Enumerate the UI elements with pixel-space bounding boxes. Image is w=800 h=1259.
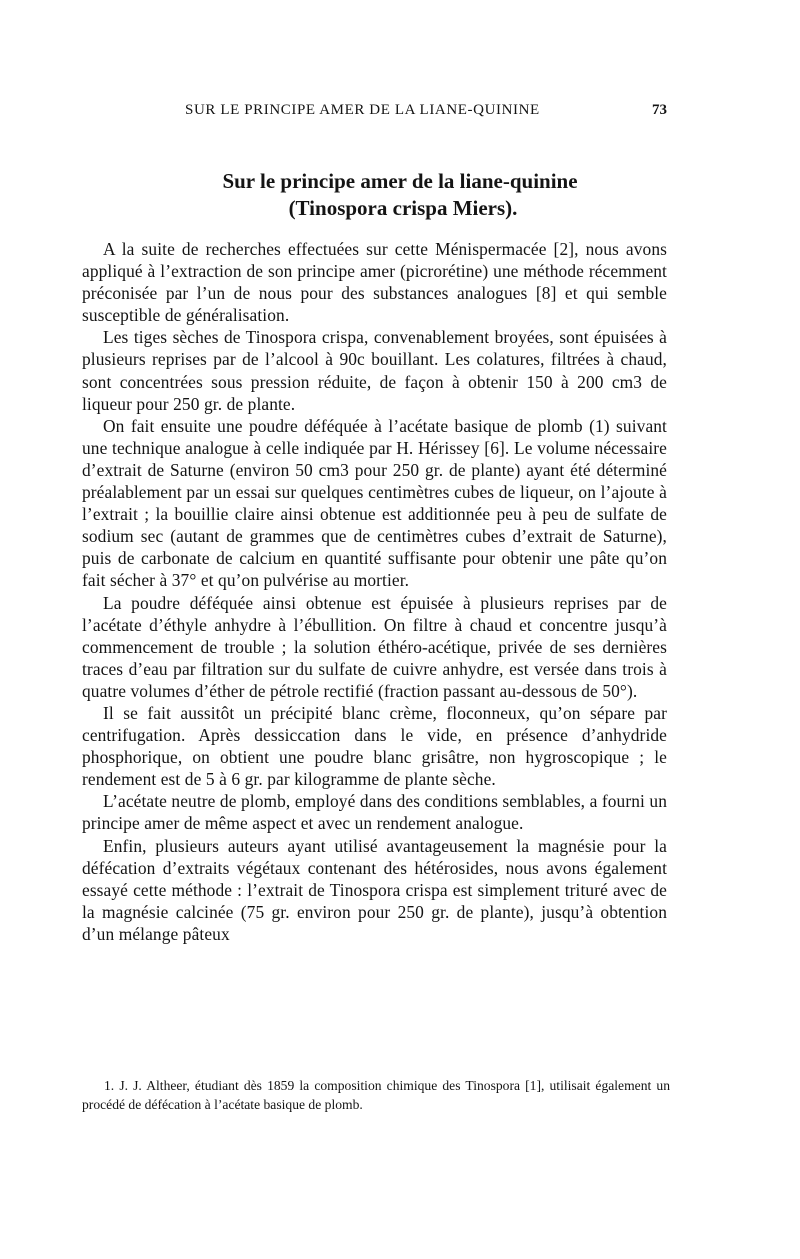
paragraph: Les tiges sèches de Tinospora crispa, convenablement broyées, sont épuisées à plusieurs reprises par de l’alcool à 90c bouillant. Les colatures, filtrées à chaud, sont concentrées sous pression réduite, de façon à obtenir 150 à 200 cm3 de liqueur pour 250 gr. de plante.: [82, 327, 667, 414]
title-line-2: (Tinospora crispa Miers).: [288, 196, 518, 220]
page-number: 73: [652, 102, 667, 118]
paragraph: On fait ensuite une poudre déféquée à l’acétate basique de plomb (1) suivant une technique analogue à celle indiquée par H. Hérissey [6]. Le volume nécessaire d’extrait de Saturne (environ 50 cm3 pour 250 gr. de plante) ayant été déterminé préalablement par un essai sur quelques centimètres cubes de liqueur, on l’ajoute à l’extrait ; la bouillie claire ainsi obtenue est additionnée peu à peu de sulfate de sodium sec (autant de grammes que de centimètres cubes d’extrait de Saturne), puis de carbonate de calcium en quantité suffisante pour obtenir une pâte qu’on fait sécher à 37° et qu’on pulvérise au mortier.: [82, 415, 667, 591]
article-title: [0, 168, 800, 222]
running-title: SUR LE PRINCIPE AMER DE LA LIANE-QUININE: [185, 102, 540, 118]
paragraph: Enfin, plusieurs auteurs ayant utilisé avantageusement la magnésie pour la défécation d’extraits végétaux contenant des hétérosides, nous avons également essayé cette méthode : l’extrait de Tinospora crispa est simplement trituré avec de la magnésie calcinée (75 gr. environ pour 250 gr. de plante), jusqu’à obtention d’un mélange pâteux: [82, 835, 667, 944]
footnote: [82, 1076, 670, 1114]
footnote-text: 1. J. J. Altheer, étudiant dès 1859 la composition chimique des Tinospora [1], utilisait également un procédé de défécation à l’acétate basique de plomb.: [82, 1078, 670, 1112]
body-text: [82, 238, 667, 945]
paragraph: L’acétate neutre de plomb, employé dans des conditions semblables, a fourni un principe amer de même aspect et avec un rendement analogue.: [82, 791, 667, 834]
paragraph: A la suite de recherches effectuées sur cette Ménispermacée [2], nous avons appliqué à l’extraction de son principe amer (picrorétine) une méthode récemment préconisée par l’un de nous pour des substances analogues [8] et qui semble susceptible de généralisation.: [82, 239, 667, 326]
paragraph: Il se fait aussitôt un précipité blanc crème, floconneux, qu’on sépare par centrifugation. Après dessiccation dans le vide, en présence d’anhydride phosphorique, on obtient une poudre blanc grisâtre, non hygroscopique ; le rendement est de 5 à 6 gr. par kilogramme de plante sèche.: [82, 702, 667, 790]
title-line-1: Sur le principe amer de la liane-quinine: [222, 169, 578, 193]
paragraph: La poudre déféquée ainsi obtenue est épuisée à plusieurs reprises par de l’acétate d’éthyle anhydre à l’ébullition. On filtre à chaud et concentre jusqu’à commencement de trouble ; la solution éthéro-acétique, privée de ses dernières traces d’eau par filtration sur du sulfate de cuivre anhydre, est versée dans trois à quatre volumes d’éther de pétrole rectifié (fraction passant au-dessous de 50°).: [82, 592, 667, 701]
